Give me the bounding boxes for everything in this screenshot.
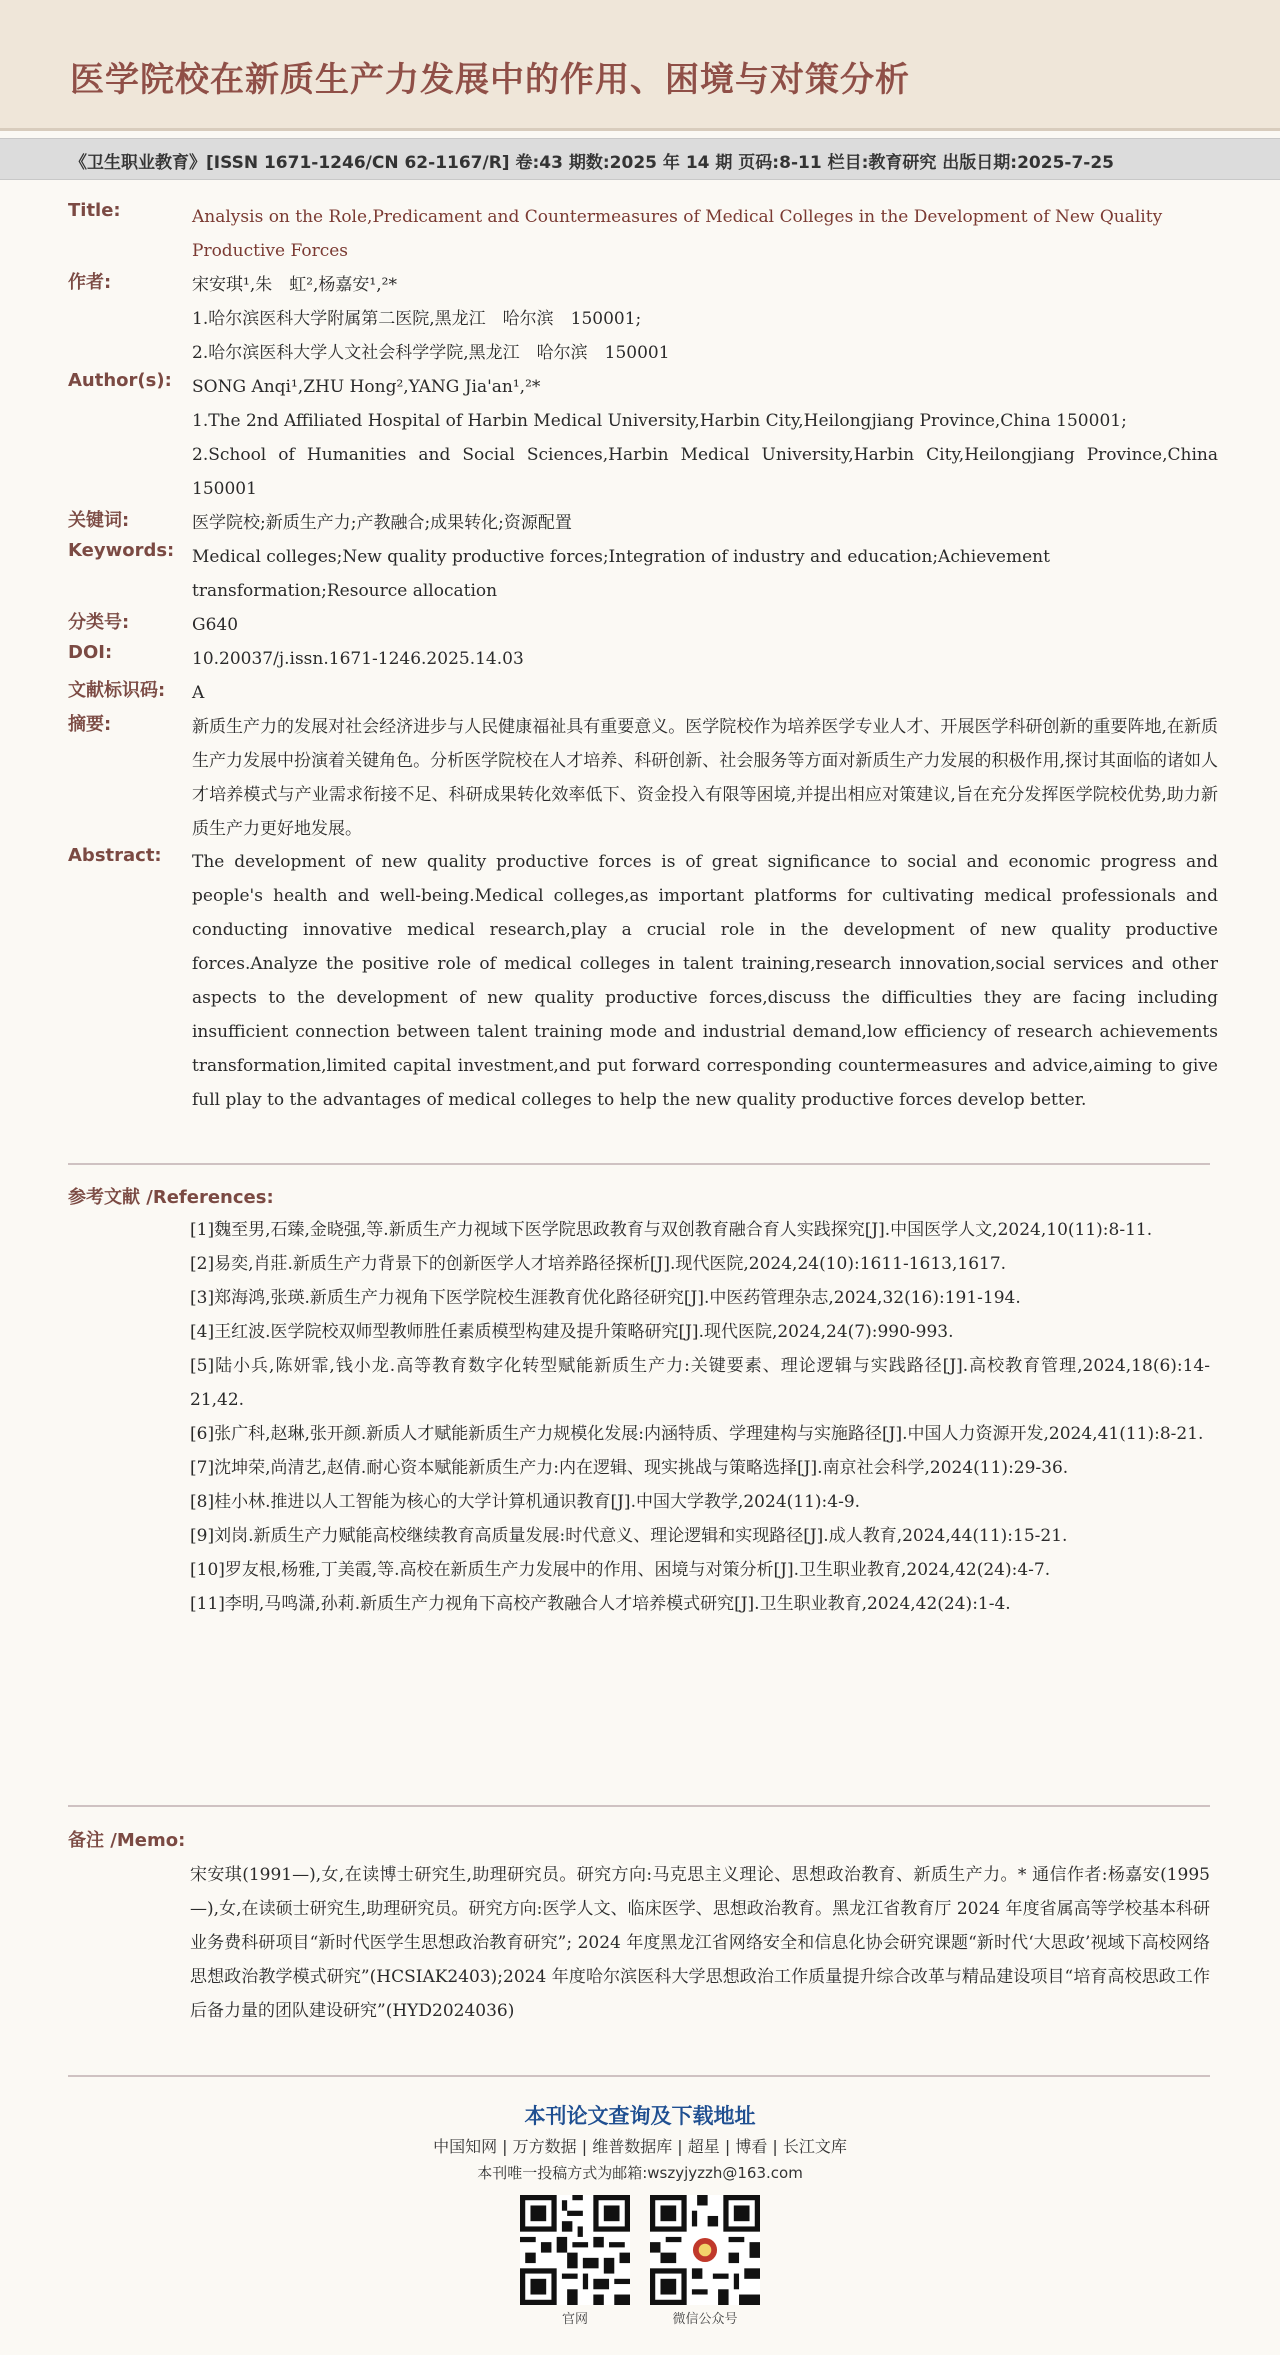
memo-heading: 备注 /Memo: [68,1830,186,1851]
abstract-en-text: The development of new quality productive forces is of great significance to social and economic progress and people's health and well-being.Medical colleges,as important platforms for cultivating medical professionals and conducting innovative medical research,play a crucial role in the development of new quality productive forces.Analyze the positive role of medical colleges in talent training,research innovation,social services and other aspects to the development of new quality productive forces,discuss the difficulties they are facing including insufficient connection between talent training mode and industrial demand,low efficiency of research achievements transformation,limited capital investment,and put forward corresponding countermeasures and advice,aiming to give full play to the advantages of medical colleges to help the new quality productive forces develop better. [192,852,1218,1110]
reference-item: [8]桂小林.推进以人工智能为核心的大学计算机通识教育[J].中国大学教学,2024(11):4-9. [190,1492,861,1512]
reference-item: [6]张广科,赵琳,张开颜.新质人才赋能新质生产力规模化发展:内涵特质、学理建构与实施路径[J].中国人力资源开发,2024,41(11):8-21. [190,1424,1204,1444]
authors-value [192,268,1218,370]
journal-meta: 《卫生职业教育》[ISSN 1671-1246/CN 62-1167/R] 卷:43 期数:2025 年 14 期 页码:8-11 栏目:教育研究 出版日期:2025-7-25 [70,153,1114,173]
abstract-cn-label: 摘要: [68,714,112,735]
reference-item: [7]沈坤荣,尚清艺,赵倩.耐心资本赋能新质生产力:内在逻辑、现实挑战与策略选择[J].南京社会科学,2024(11):29-36. [190,1458,1069,1478]
page-title: 医学院校在新质生产力发展中的作用、困境与对策分析 [70,60,910,100]
memo-text: 宋安琪(1991—),女,在读博士研究生,助理研究员。研究方向:马克思主义理论、思想政治教育、新质生产力。* 通信作者:杨嘉安(1995—),女,在读硕士研究生,助理研究员。研究方向:医学人文、临床医学、思想政治教育。黑龙江省教育厅 2024 年度省属高等学校基本科研业务费科研项目“新时代医学生思想政治教育研究”; 2024 年度黑龙江省网络安全和信息化协会研究课题“新时代‘大思政’视域下高校网络思想政治教学模式研究”(HCSIAK2403);2024 年度哈尔滨医科大学思想政治工作质量提升综合改革与精品建设项目“培育高校思政工作后备力量的团队建设研究”(HYD2024036) [190,1865,1210,2021]
affiliation-cn-1: 1.哈尔滨医科大学附属第二医院,黑龙江 哈尔滨 150001; [192,309,642,329]
page-header [0,0,1280,131]
divider-references [68,1163,1210,1165]
authors-en-label: Author(s): [68,370,172,391]
divider-footer [68,2075,1210,2077]
references-list [190,1213,1210,1621]
reference-item: [5]陆小兵,陈妍霏,钱小龙.高等教育数字化转型赋能新质生产力:关键要素、理论逻辑与实践路径[J].高校教育管理,2024,18(6):14-21,42. [190,1356,1210,1410]
divider-memo [68,1805,1210,1807]
reference-item: [3]郑海鸿,张瑛.新质生产力视角下医学院校生涯教育优化路径研究[J].中医药管理杂志,2024,32(16):191-194. [190,1288,1021,1308]
qr-code-wechat-icon[interactable] [650,2195,760,2305]
doi-value: 10.20037/j.issn.1671-1246.2025.14.03 [192,649,524,669]
reference-item: [4]王红波.医学院校双师型教师胜任素质模型构建及提升策略研究[J].现代医院,2024,24(7):990-993. [190,1322,954,1342]
qr-caption-website: 官网 [561,2312,588,2327]
reference-item: [11]李明,马鸣潇,孙莉.新质生产力视角下高校产教融合人才培养模式研究[J].卫生职业教育,2024,42(24):1-4. [190,1594,1011,1614]
reference-item: [9]刘岗.新质生产力赋能高校继续教育高质量发展:时代意义、理论逻辑和实现路径[J].成人教育,2024,44(11):15-21. [190,1526,1068,1546]
qr-code-website-icon[interactable] [520,2195,630,2305]
affiliation-en-2: 2.School of Humanities and Social Sciences,Harbin Medical University,Harbin City,Heilongjiang Province,China 150001 [192,445,1218,499]
footer-mail: 本刊唯一投稿方式为邮箱:wszyjyzzh@163.com [477,2164,803,2182]
authors-label: 作者: [68,272,112,293]
reference-item: [1]魏至男,石臻,金晓强,等.新质生产力视域下医学院思政教育与双创教育融合育人实践探究[J].中国医学人文,2024,10(11):8-11. [190,1220,1153,1240]
doi-label: DOI: [68,642,113,663]
classification-label: 分类号: [68,612,130,633]
doc-code-value: A [192,683,205,703]
keywords-cn-value: 医学院校;新质生产力;产教融合;成果转化;资源配置 [192,513,572,533]
abstract-en-label: Abstract: [68,845,162,866]
references-heading: 参考文献 /References: [68,1187,274,1208]
reference-item: [10]罗友根,杨雅,丁美霞,等.高校在新质生产力发展中的作用、困境与对策分析[J].卫生职业教育,2024,42(24):4-7. [190,1560,1051,1580]
abstract-cn-text: 新质生产力的发展对社会经济进步与人民健康福祉具有重要意义。医学院校作为培养医学专业人才、开展医学科研创新的重要阵地,在新质生产力发展中扮演着关键角色。分析医学院校在人才培养、科研创新、社会服务等方面对新质生产力发展的积极作用,探讨其面临的诸如人才培养模式与产业需求衔接不足、科研成果转化效率低下、资金投入有限等困境,并提出相应对策建议,旨在充分发挥医学院校优势,助力新质生产力更好地发展。 [192,717,1218,839]
keywords-en-value: Medical colleges;New quality productive forces;Integration of industry and education;Achievement transformation;Resource allocation [192,547,1050,601]
classification-value: G640 [192,615,239,635]
doc-code-label: 文献标识码: [68,680,166,701]
authors-en-names: SONG Anqi¹,ZHU Hong²,YANG Jia'an¹,²* [192,377,541,397]
journal-meta-bar [0,138,1280,180]
abstract-cn-value [192,710,1218,846]
reference-item: [2]易奕,肖莊.新质生产力背景下的创新医学人才培养路径探析[J].现代医院,2024,24(10):1611-1613,1617. [190,1254,1007,1274]
keywords-en-label: Keywords: [68,540,175,561]
title-value: Analysis on the Role,Predicament and Countermeasures of Medical Colleges in the Development of New Quality Productive Forces [192,207,1163,261]
affiliation-cn-2: 2.哈尔滨医科大学人文社会科学学院,黑龙江 哈尔滨 150001 [192,343,670,363]
authors-en-value [192,370,1218,506]
footer-databases: 中国知网 | 万方数据 | 维普数据库 | 超星 | 博看 | 长江文库 [433,2137,847,2156]
abstract-en-value [192,845,1218,1117]
affiliation-en-1: 1.The 2nd Affiliated Hospital of Harbin Medical University,Harbin City,Heilongjiang Province,China 150001; [192,411,1127,431]
keywords-cn-label: 关键词: [68,510,130,531]
qr-caption-wechat: 微信公众号 [672,2312,738,2327]
title-label: Title: [68,200,121,221]
authors-names: 宋安琪¹,朱 虹²,杨嘉安¹,²* [192,275,397,295]
footer-title: 本刊论文查询及下载地址 [524,2104,756,2128]
